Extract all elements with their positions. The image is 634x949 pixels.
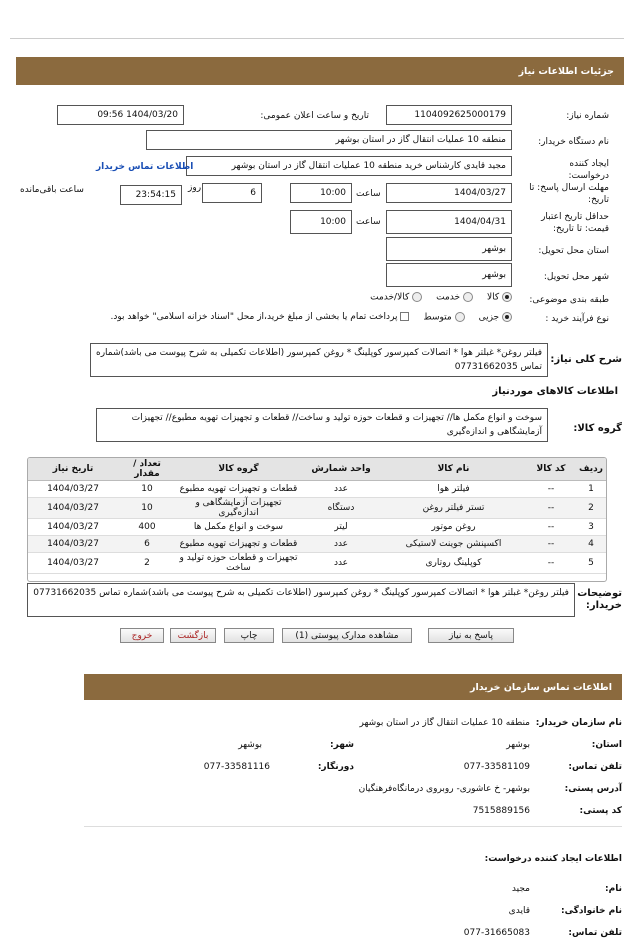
process-label: نوع فرآیند خرید : bbox=[545, 314, 609, 324]
validity-date-field[interactable]: 1404/04/31 bbox=[386, 210, 512, 234]
postal-value: 7515889156 bbox=[472, 806, 530, 816]
print-button[interactable]: چاپ bbox=[224, 628, 274, 643]
province-label: استان محل تحویل: bbox=[538, 246, 609, 256]
validity-time-label: ساعت bbox=[356, 217, 381, 227]
deadline-date-field[interactable]: 1404/03/27 bbox=[386, 183, 512, 203]
top-divider bbox=[10, 38, 624, 39]
deadline-time-label: ساعت bbox=[356, 189, 381, 199]
table-row[interactable]: 3 -- روغن موتور لیتر سوخت و انواع مکمل ها 400 1404/03/27 bbox=[28, 519, 606, 536]
items-table-wrap bbox=[27, 457, 607, 582]
page-title: جزئیات اطلاعات نیاز bbox=[518, 65, 614, 77]
col-index: ردیف bbox=[576, 458, 606, 481]
need-number-field[interactable]: 1104092625000179 bbox=[386, 105, 512, 125]
col-group: گروه کالا bbox=[176, 458, 301, 481]
proc-medium-option[interactable]: متوسط bbox=[423, 312, 464, 323]
deadline-label: مهلت ارسال پاسخ: تا تاریخ: bbox=[529, 183, 609, 205]
contact-block bbox=[84, 712, 622, 949]
goods-title: اطلاعات کالاهای موردنیاز bbox=[492, 386, 618, 397]
need-number-label: شماره نیاز: bbox=[566, 111, 609, 121]
postal-label: کد پستی: bbox=[579, 806, 622, 816]
contact-title: اطلاعات تماس سازمان خریدار bbox=[469, 681, 612, 693]
col-unit: واحد شمارش bbox=[301, 458, 381, 481]
contact-divider bbox=[84, 826, 622, 827]
exit-button[interactable]: خروج bbox=[120, 628, 164, 643]
goods-group-box: سوخت و انواع مکمل ها// تجهیزات و قطعات حوزه تولید و ساخت// قطعات و تجهیزات تهویه مطبوع// تجهیزات آزمایشگاهی و اندازه‌گیری bbox=[96, 408, 548, 442]
cat-both-option[interactable]: کالا/خدمت bbox=[370, 292, 422, 303]
reply-button[interactable]: پاسخ به نیاز bbox=[428, 628, 514, 643]
first-name-label: نام: bbox=[605, 884, 622, 894]
back-button[interactable]: بازگشت bbox=[170, 628, 216, 643]
contact-link[interactable]: اطلاعات تماس خریدار bbox=[96, 162, 194, 172]
remaining-label: ساعت باقی‌مانده bbox=[20, 185, 84, 195]
province-c-label: استان: bbox=[591, 740, 622, 750]
buyer-org-label: نام دستگاه خریدار: bbox=[538, 137, 609, 147]
days-label: روز bbox=[188, 183, 202, 193]
fax-value: 077-33581116 bbox=[203, 762, 270, 772]
col-qty: تعداد / مقدار bbox=[118, 458, 176, 481]
address-label: آدرس پستی: bbox=[564, 784, 622, 794]
creator-phone-label: تلفن تماس: bbox=[568, 928, 622, 938]
table-header-row bbox=[28, 458, 606, 481]
creator-label: ایجاد کننده درخواست: bbox=[568, 159, 609, 181]
last-name-label: نام خانوادگی: bbox=[560, 906, 622, 916]
goods-group-label: گروه کالا: bbox=[573, 423, 622, 434]
address-value: بوشهر- خ عاشوری- روبروی درمانگاه‌فرهنگیان bbox=[358, 784, 530, 794]
validity-time-field[interactable]: 10:00 bbox=[290, 210, 352, 234]
days-field: 6 bbox=[202, 183, 262, 203]
fax-label: دورنگار: bbox=[317, 762, 354, 772]
table-row[interactable]: 1 -- فیلتر هوا عدد قطعات و تجهیزات تهویه مطبوع 10 1404/03/27 bbox=[28, 481, 606, 498]
org-label: نام سازمان خریدار: bbox=[535, 718, 622, 728]
proc-minor-option[interactable]: جزیی bbox=[479, 312, 512, 323]
col-date: تاریخ نیاز bbox=[28, 458, 118, 481]
buyer-desc-label: توضیحات خریدار: bbox=[577, 588, 622, 611]
items-table bbox=[28, 458, 606, 574]
city-field[interactable]: بوشهر bbox=[386, 263, 512, 287]
city-c-value: بوشهر bbox=[238, 740, 262, 750]
table-row[interactable]: 4 -- اکسپنشن جوینت لاستیکی عدد قطعات و تجهیزات تهویه مطبوع 6 1404/03/27 bbox=[28, 536, 606, 553]
table-row[interactable]: 2 -- تستر فیلتر روغن دستگاه تجهیزات آزمایشگاهی و اندازه‌گیری 10 1404/03/27 bbox=[28, 498, 606, 519]
summary-label: شرح کلی نیاز: bbox=[550, 354, 622, 365]
org-value: منطقه 10 عملیات انتقال گاز در استان بوشهر bbox=[359, 718, 530, 728]
deadline-time-field[interactable]: 10:00 bbox=[290, 183, 352, 203]
summary-box: فیلتر روغن* غبلتر هوا * اتصالات کمپرسور کوپلینگ * روغن کمپرسور (اطلاعات تکمیلی به شرح پیوست می باشد)شماره تماس 07731662035 bbox=[90, 343, 548, 377]
province-field[interactable]: بوشهر bbox=[386, 237, 512, 261]
contact-header bbox=[84, 674, 622, 700]
cat-service-option[interactable]: خدمت bbox=[436, 292, 473, 303]
remaining-time-field: 23:54:15 bbox=[120, 185, 182, 205]
col-code: کد کالا bbox=[526, 458, 576, 481]
cat-goods-option[interactable]: کالا bbox=[487, 292, 512, 303]
city-c-label: شهر: bbox=[330, 740, 354, 750]
creator-info-title: اطلاعات ایجاد کننده درخواست: bbox=[484, 854, 622, 864]
announce-field[interactable]: 1404/03/20 09:56 bbox=[57, 105, 184, 125]
payment-checkbox[interactable]: پرداخت تمام یا بخشی از مبلغ خرید،از محل "اسناد خزانه اسلامی" خواهد بود. bbox=[111, 312, 410, 322]
phone-value: 077-33581109 bbox=[463, 762, 530, 772]
table-row[interactable]: 5 -- کوپلینگ روتاری عدد تجهیزات و قطعات حوزه تولید و ساخت 2 1404/03/27 bbox=[28, 553, 606, 574]
first-name-value: مجید bbox=[511, 884, 530, 894]
attachments-button[interactable]: مشاهده مدارک پیوستی (1) bbox=[282, 628, 412, 643]
col-name: نام کالا bbox=[381, 458, 526, 481]
creator-phone-value: 077-31665083 bbox=[463, 928, 530, 938]
process-radios bbox=[111, 312, 512, 323]
announce-label: تاریخ و ساعت اعلان عمومی: bbox=[260, 111, 369, 121]
page-header bbox=[16, 57, 624, 85]
creator-field[interactable]: مجید قایدی کارشناس خرید منطقه 10 عملیات انتقال گاز در استان بوشهر bbox=[186, 156, 512, 176]
category-radios bbox=[370, 292, 512, 303]
last-name-value: قایدی bbox=[508, 906, 530, 916]
validity-label: حداقل تاریخ اعتبار قیمت: تا تاریخ: bbox=[541, 212, 609, 234]
phone-label: تلفن تماس: bbox=[568, 762, 622, 772]
buyer-desc-box: فیلتر روغن* غبلتر هوا * اتصالات کمپرسور کوپلینگ * روغن کمپرسور (اطلاعات تکمیلی به شرح پیوست می باشد)شماره تماس 07731662035 bbox=[27, 583, 575, 617]
category-label: طبقه بندی موضوعی: bbox=[529, 295, 609, 305]
buyer-org-field[interactable]: منطقه 10 عملیات انتقال گاز در استان بوشهر bbox=[146, 130, 512, 150]
city-label: شهر محل تحویل: bbox=[543, 272, 609, 282]
province-c-value: بوشهر bbox=[506, 740, 530, 750]
